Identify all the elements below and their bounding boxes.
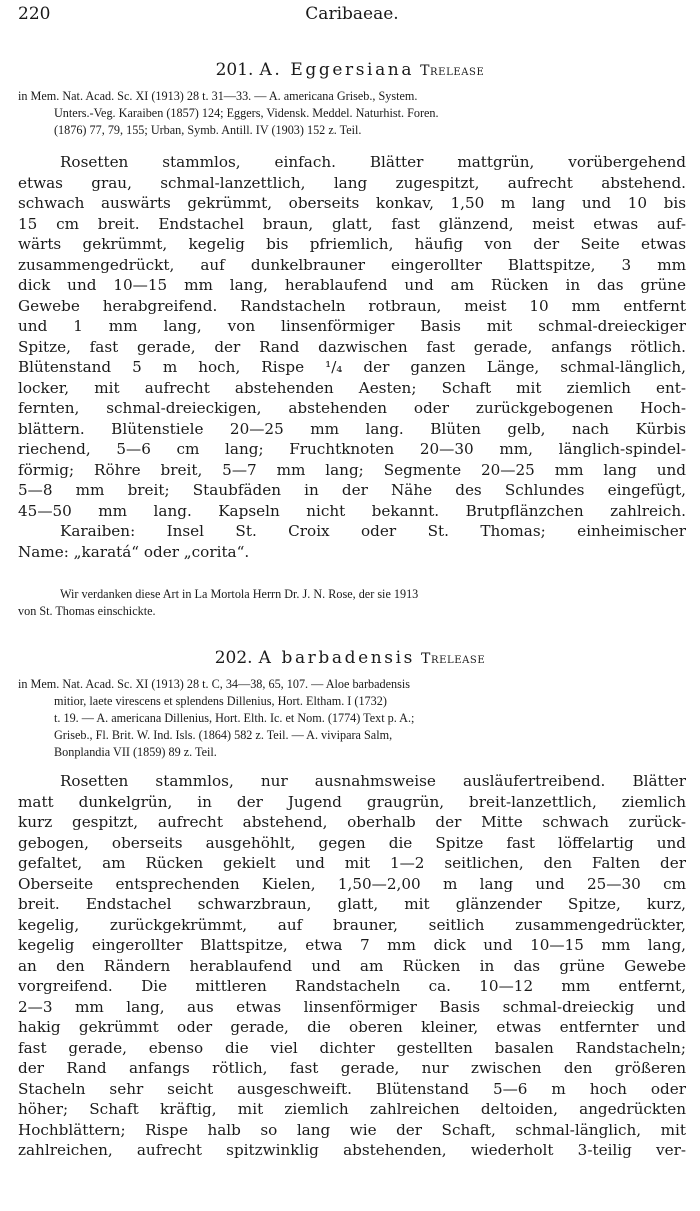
description-paragraph [18,152,686,562]
text-line: riechend, 5—6 cm lang; Fruchtknoten 20—30 mm, länglich-spindel- [18,440,686,458]
text-line: schwach auswärts gekrümmt, oberseits konkav, 1,50 m lang und 10 bis [18,194,686,212]
species-author: Trelease [421,651,486,667]
text-line: und 1 mm lang, von linsenförmiger Basis mit schmal-dreieckiger [18,317,686,335]
entry-number: 202. [214,648,253,668]
text-line: 45—50 mm lang. Kapseln nicht bekannt. Brutpflänzchen zahlreich. [18,501,686,520]
species-name: A barbadensis [258,648,415,668]
citation-block [18,676,686,761]
description-paragraph [18,771,686,1161]
text-line: hakig gekrümmt oder gerade, die oberen kleiner, etwas entfernter und [18,1018,686,1036]
text-line: förmig; Röhre breit, 5—7 mm lang; Segmente 20—25 mm lang und [18,460,686,479]
text-line: wärts gekrümmt, kegelig bis pfriemlich, häufig von der Seite etwas [18,235,686,253]
text-line: Rosetten stammlos, nur ausnahmsweise ausläufertreibend. Blätter [60,772,686,790]
text-line: Blütenstand 5 m hoch, Rispe ¹/₄ der ganzen Länge, schmal-länglich, [18,358,686,376]
citation-line: Unters.-Veg. Karaiben (1857) 124; Eggers, Vidensk. Meddel. Naturhist. Foren. [54,106,439,120]
citation-line: in Mem. Nat. Acad. Sc. XI (1913) 28 t. C, 34—38, 65, 107. — Aloe barbadensis [18,677,410,691]
entry-title [0,648,700,668]
text-line: zahlreichen, aufrecht spitzwinklig abstehenden, wiederholt 3-teilig ver- [18,1141,686,1159]
citation-line: t. 19. — A. americana Dillenius, Hort. Elth. Ic. et Nom. (1774) Text p. A.; [54,711,415,725]
text-line: etwas grau, schmal-lanzettlich, lang zugespitzt, aufrecht abstehend. [18,173,686,192]
citation-line: in Mem. Nat. Acad. Sc. XI (1913) 28 t. 31—33. — A. americana Griseb., System. [18,89,418,103]
text-line: Oberseite entsprechenden Kielen, 1,50—2,00 m lang und 25—30 cm [18,874,686,893]
citation-block [18,88,686,139]
text-line: 5—8 mm breit; Staubfäden in der Nähe des Schlundes eingefügt, [18,481,686,499]
text-line: kurz gespitzt, aufrecht abstehend, oberhalb der Mitte schwach zurück- [18,813,686,831]
note-line: von St. Thomas einschickte. [18,604,156,618]
text-line: kegelig, zurückgekrümmt, auf brauner, seitlich zusammengedrückter, [18,915,686,934]
text-line: Spitze, fast gerade, der Rand dazwischen fast gerade, anfangs rötlich. [18,337,686,356]
text-line: matt dunkelgrün, in der Jugend graugrün, breit-lanzettlich, ziemlich [18,792,686,811]
text-line: Rosetten stammlos, einfach. Blätter mattgrün, vorübergehend [60,153,686,171]
text-line: der Rand anfangs rötlich, fast gerade, nur zwischen den größeren [18,1059,686,1077]
text-line: fast gerade, ebenso die viel dichter gestellten basalen Randstacheln; [18,1038,686,1057]
text-line: an den Rändern herablaufend und am Rücken in das grüne Gewebe [18,956,686,975]
text-line: fernten, schmal-dreieckigen, abstehenden oder zurückgebogenen Hoch- [18,399,686,417]
species-author: Trelease [420,63,485,79]
running-head [18,4,686,28]
text-line: vorgreifend. Die mittleren Randstacheln ca. 10—12 mm entfernt, [18,977,686,995]
text-line: gebogen, oberseits ausgehöhlt, gegen die Spitze fast löffelartig und [18,833,686,852]
page-heading: Caribaeae. [305,4,399,24]
text-line: dick und 10—15 mm lang, herablaufend und am Rücken in das grüne [18,276,686,294]
text-line: 2—3 mm lang, aus etwas linsenförmiger Basis schmal-dreieckig und [18,997,686,1016]
text-line: locker, mit aufrecht abstehenden Aesten; Schaft mit ziemlich ent- [18,378,686,397]
text-line: Name: „karatá“ oder „corita“. [18,542,250,561]
note-paragraph [18,586,686,620]
entry-number: 201. [215,60,254,80]
text-line: blättern. Blütenstiele 20—25 mm lang. Blüten gelb, nach Kürbis [18,419,686,438]
text-line: kegelig eingerollter Blattspitze, etwa 7 mm dick und 10—15 mm lang, [18,936,686,954]
note-line: Wir verdanken diese Art in La Mortola Herrn Dr. J. N. Rose, der sie 1913 [60,587,419,601]
text-line: höher; Schaft kräftig, mit ziemlich zahlreichen deltoiden, angedrückten [18,1100,686,1118]
entry-title [0,60,700,80]
text-line: gefaltet, am Rücken gekielt und mit 1—2 seitlichen, den Falten der [18,854,686,872]
citation-line: Bonplandia VII (1859) 89 z. Teil. [54,745,217,759]
text-line: breit. Endstachel schwarzbraun, glatt, mit glänzender Spitze, kurz, [18,895,686,913]
species-name: A. Eggersiana [259,60,415,80]
citation-line: Griseb., Fl. Brit. W. Ind. Isls. (1864) 582 z. Teil. — A. vivipara Salm, [54,728,393,742]
citation-line: (1876) 77, 79, 155; Urban, Symb. Antill. IV (1903) 152 z. Teil. [54,123,362,137]
text-line: 15 cm breit. Endstachel braun, glatt, fast glänzend, meist etwas auf- [18,214,686,233]
text-line: Stacheln sehr seicht ausgeschweift. Blütenstand 5—6 m hoch oder [18,1079,686,1098]
page-number: 220 [18,4,51,24]
citation-line: mitior, laete virescens et splendens Dillenius, Hort. Eltham. I (1732) [54,694,387,708]
text-line: Karaiben: Insel St. Croix oder St. Thomas; einheimischer [60,522,686,540]
text-line: Hochblättern; Rispe halb so lang wie der Schaft, schmal-länglich, mit [18,1120,686,1139]
text-line: zusammengedrückt, auf dunkelbrauner eingerollter Blattspitze, 3 mm [18,255,686,274]
text-line: Gewebe herabgreifend. Randstacheln rotbraun, meist 10 mm entfernt [18,296,686,315]
